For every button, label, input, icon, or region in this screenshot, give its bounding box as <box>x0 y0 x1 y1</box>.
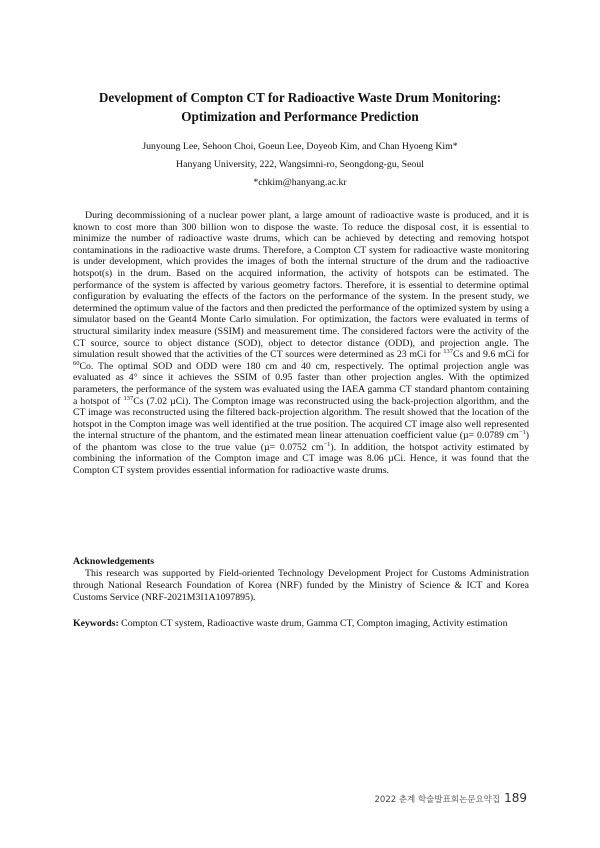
author-block <box>40 138 560 192</box>
abstract-text-3: Co. The optimal SOD and ODD were 180 cm and 40 cm, respectively. The optimal projection angle was evaluated as 4° since it achieves the SSIM of 0.95 faster than other projection angles. With the optimized parameters, the performance of the system was evaluated using the IAEA gamma CT standard phantom containing a hotspot of <box>73 360 529 407</box>
isotope-mass-cs137-hotspot: 137 <box>123 394 134 402</box>
paper-title <box>60 88 540 126</box>
keywords-section <box>73 617 529 630</box>
abstract <box>73 210 529 477</box>
page-number: 189 <box>504 791 527 805</box>
acknowledgements-heading: Acknowledgements <box>73 556 155 567</box>
keywords-label: Keywords: <box>73 618 119 629</box>
abstract-text-5: ) of the phantom was close to the true value (µ= 0.0752 cm <box>73 430 529 453</box>
isotope-mass-cs137: 137 <box>443 348 453 356</box>
abstract-text-2: Cs and 9.6 mCi for <box>452 349 530 361</box>
abstract-text-1: During decommissioning of a nuclear power plant, a large amount of radioactive waste is produced, and it is known to cost more than 300 billion won to dispose the waste. To reduce the disposal cost, it is essential to minimize the number of radioactive waste drums, which can be achieved by detecting and removing hotspot contaminations in the radioactive waste drums. Therefore, a Compton CT system for radioactive waste monitoring is under development, which provides the images of both the internal structure of the drum and the radioactive hotspot(s) in the drum. Based on the acquired information, the activity of hotspots can be estimated. The performance of the system is affected by various geometry factors. Therefore, it is essential to determine optimal configuration by evaluating the effects of the factors on the performance of the system. In the present study, we determined the optimum value of the factors and then predicted the performance of the optimized system by using a simulator based on the Geant4 Monte Carlo simulation. For optimization, the factors were evaluated in terms of structural similarity index measure (SSIM) and measurement time. The considered factors were the activity of the CT source, source to object distance (SOD), object to detector distance (ODD), and projection angle. The simulation result showed that the activities of the CT sources were determined as 23 mCi for <box>73 210 529 361</box>
acknowledgements <box>73 568 529 603</box>
unit-exponent-1: −1 <box>518 429 526 437</box>
acknowledgements-text: This research was supported by Field-oriented Technology Development Project for Customs Administration through National Research Foundation of Korea (NRF) funded by the Ministry of Science & ICT and Korea Customs Service (NRF-2021M3I1A1097895). <box>73 568 529 603</box>
page-footer <box>375 791 527 807</box>
abstract-paragraph <box>73 210 529 477</box>
title-line-1: Development of Compton CT for Radioactive Waste Drum Monitoring: <box>98 90 502 105</box>
author-list: Junyoung Lee, Sehoon Choi, Goeun Lee, Doyeob Kim, and Chan Hyoeng Kim* <box>142 141 458 152</box>
keywords-text: Compton CT system, Radioactive waste drum, Gamma CT, Compton imaging, Activity estimation <box>118 618 508 629</box>
affiliation: Hanyang University, 222, Wangsimni-ro, Seongdong-gu, Seoul <box>176 159 424 170</box>
isotope-mass-co60: 60 <box>73 359 80 367</box>
unit-exponent-2: −1 <box>323 440 331 448</box>
title-line-2: Optimization and Performance Prediction <box>181 109 419 124</box>
abstract-text-4: Cs (7.02 µCi). The Compton image was reconstructed using the back-projection algorithm, and the CT image was reconstructed using the filtered back-projection algorithm. The result showed that the location of the hotspot in the Compton image was well identified at the true position. The acquired CT image also well represented the internal structure of the phantom, and the estimated mean linear attenuation coefficient value (µ= 0.0789 cm <box>73 395 529 442</box>
proceedings-title: 2022 춘계 학술발표회논문요약집 <box>374 795 501 805</box>
contact-email: *chkim@hanyang.ac.kr <box>253 177 347 188</box>
abstract-text-6: ). In addition, the hotspot activity estimated by combining the information of the Compton image and CT image was 8.06 µCi. Hence, it was found that the Compton CT system provides essential information for radioactive waste drums. <box>73 441 529 477</box>
